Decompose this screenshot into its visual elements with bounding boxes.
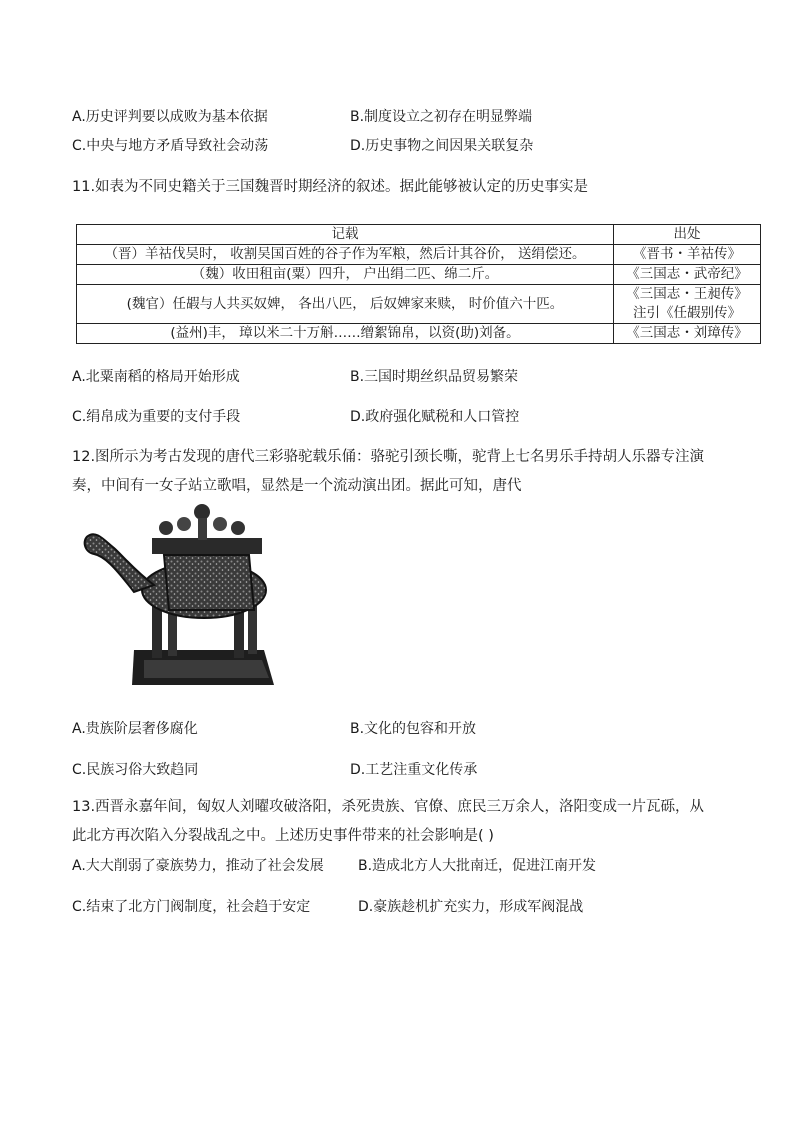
source-cell: 《三国志・武帝纪》 [614,265,761,285]
record-cell: (魏官）任嘏与人共买奴婢， 各出八匹， 后奴婢家来赎， 时价值六十匹。 [77,285,614,324]
table-header-row [77,225,761,245]
q13-option-c: C.结束了北方门阀制度，社会趋于安定 [72,899,311,915]
source-line-1: 《三国志・王昶传》 [626,286,748,302]
q12-option-d: D.工艺注重文化传承 [350,762,478,778]
q11-option-a: A.北粟南稻的格局开始形成 [72,369,240,385]
tang-sancai-camel-figurine-image [74,500,282,690]
q10-option-a: A.历史评判要以成败为基本依据 [72,109,268,125]
q12-stem-line-2: 奏，中间有一女子站立歌唱，显然是一个流动演出团。据此可知，唐代 [72,478,522,494]
q10-option-b: B.制度设立之初存在明显弊端 [350,109,533,125]
q13-option-a: A.大大削弱了豪族势力，推动了社会发展 [72,858,324,874]
table-row [77,285,761,324]
q13-stem-line-2: 此北方再次陷入分裂战乱之中。上述历史事件带来的社会影响是( ) [72,828,494,844]
table-row [77,245,761,265]
q12-option-a: A.贵族阶层奢侈腐化 [72,721,198,737]
source-cell: 《晋书・羊祜传》 [614,245,761,265]
q10-option-c: C.中央与地方矛盾导致社会动荡 [72,138,269,154]
q12-stem-line-1: 12.图所示为考古发现的唐代三彩骆驼载乐俑：骆驼引颈长嘶，驼背上七名男乐手持胡人乐器专注演 [72,449,705,465]
q11-stem: 11.如表为不同史籍关于三国魏晋时期经济的叙述。据此能够被认定的历史事实是 [72,179,589,195]
header-source: 出处 [614,225,761,245]
record-cell: (益州)丰， 璋以米二十万斛……缯絮锦帛，以资(助)刘备。 [77,324,614,344]
q13-option-b: B.造成北方人大批南迁，促进江南开发 [358,858,597,874]
source-cell [614,285,761,324]
table-row [77,265,761,285]
table-row [77,324,761,344]
q11-option-b: B.三国时期丝织品贸易繁荣 [350,369,519,385]
q11-records-table [76,224,761,344]
q10-option-d: D.历史事物之间因果关联复杂 [350,138,534,154]
record-cell: （晋）羊祜伐吴时， 收割吴国百姓的谷子作为军粮，然后计其谷价， 送绢偿还。 [77,245,614,265]
q13-stem-line-1: 13.西晋永嘉年间，匈奴人刘曜攻破洛阳，杀死贵族、官僚、庶民三万余人，洛阳变成一片瓦砾，从 [72,799,705,815]
q12-option-b: B.文化的包容和开放 [350,721,477,737]
q11-option-c: C.绢帛成为重要的支付手段 [72,409,241,425]
header-record: 记载 [77,225,614,245]
q11-option-d: D.政府强化赋税和人口管控 [350,409,520,425]
record-cell: （魏）收田租亩(粟）四升， 户出绢二匹、绵二斤。 [77,265,614,285]
q13-option-d: D.豪族趁机扩充实力，形成军阀混战 [358,899,584,915]
source-line-2: 注引《任嘏别传》 [633,305,741,321]
source-cell: 《三国志・刘璋传》 [614,324,761,344]
q12-option-c: C.民族习俗大致趋同 [72,762,199,778]
